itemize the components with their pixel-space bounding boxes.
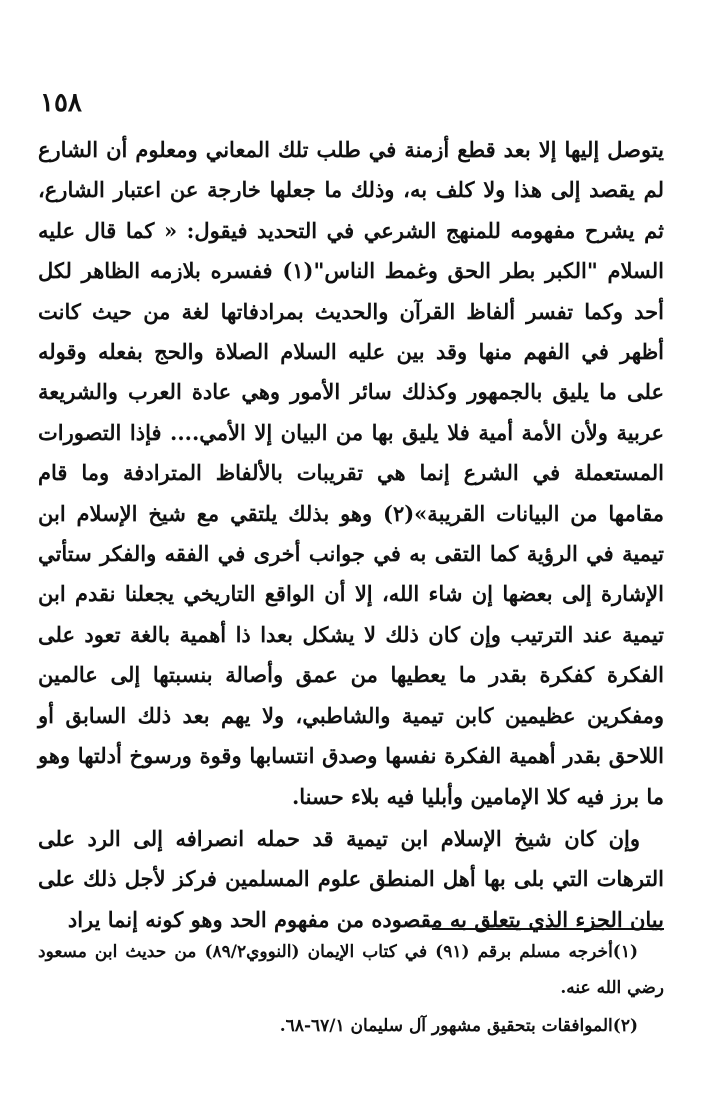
page-number: ١٥٨	[40, 88, 82, 118]
footnote: (٢)الموافقات بتحقيق مشهور آل سليمان ٦٧/١-٦٨.	[279, 1016, 638, 1036]
footnote-separator	[432, 928, 664, 930]
footnotes	[38, 934, 664, 1044]
paragraph: وإن كان شيخ الإسلام ابن تيمية قد حمله انصرافه إلى الرد على الترهات التي بلى بها أهل المنطق علوم المسلمين فركز لأجل ذلك على بيان الجزء الذي يتعلق به مقصوده من مفهوم الحد وهو كونه إنما يراد	[38, 825, 664, 932]
paragraph: يتوصل إليها إلا بعد قطع أزمنة في طلب تلك المعاني ومعلوم أن الشارع لم يقصد إلى هذا ولا كلف به، وذلك ما جعلها خارجة عن اعتبار الشارع، ثم يشرح مفهومه للمنهج الشرعي في التحديد فيقول: « كما قال عليه السلام "الكبر بطر الحق وغمط الناس"(١) ففسره بلازمه الظاهر لكل أحد وكما تفسر ألفاظ القرآن والحديث بمرادفاتها لغة من حيث كانت أظهر في الفهم منها وقد بين عليه السلام الصلاة والحج بفعله وقوله على ما يليق بالجمهور وكذلك سائر الأمور وهي عادة العرب والشريعة عربية ولأن الأمة أمية فلا يليق بها من البيان إلا الأمي.... فإذا التصورات المستعملة في الشرع إنما هي تقريبات بالألفاظ المترادفة وما قام مقامها من البيانات القريبة»(٢) وهو بذلك يلتقي مع شيخ الإسلام ابن تيمية في الرؤية كما التقى به في جوانب أخرى في الفقه والفكر ستأتي الإشارة إلى بعضها إن شاء الله، إلا أن الواقع التاريخي يجعلنا نقدم ابن تيمية عند الترتيب وإن كان ذلك لا يشكل بعدا ذا أهمية بالغة تعود على الفكرة كفكرة بقدر ما يعطيها من عمق وأصالة بنسبتها إلى عالمين ومفكرين عظيمين كابن تيمية والشاطبي، ولا يهم بعد ذلك السابق أو اللاحق بقدر أهمية الفكرة نفسها وصدق انتسابها وقوة ورسوخ أدلتها وهو ما برز فيه كلا الإمامين وأبليا فيه بلاء حسنا.	[38, 137, 665, 809]
footnote: (١)أخرجه مسلم برقم (٩١) في كتاب الإيمان (النووي٨٩/٢) من حديث ابن مسعود رضي الله عنه.	[38, 942, 664, 998]
main-text	[38, 130, 664, 940]
